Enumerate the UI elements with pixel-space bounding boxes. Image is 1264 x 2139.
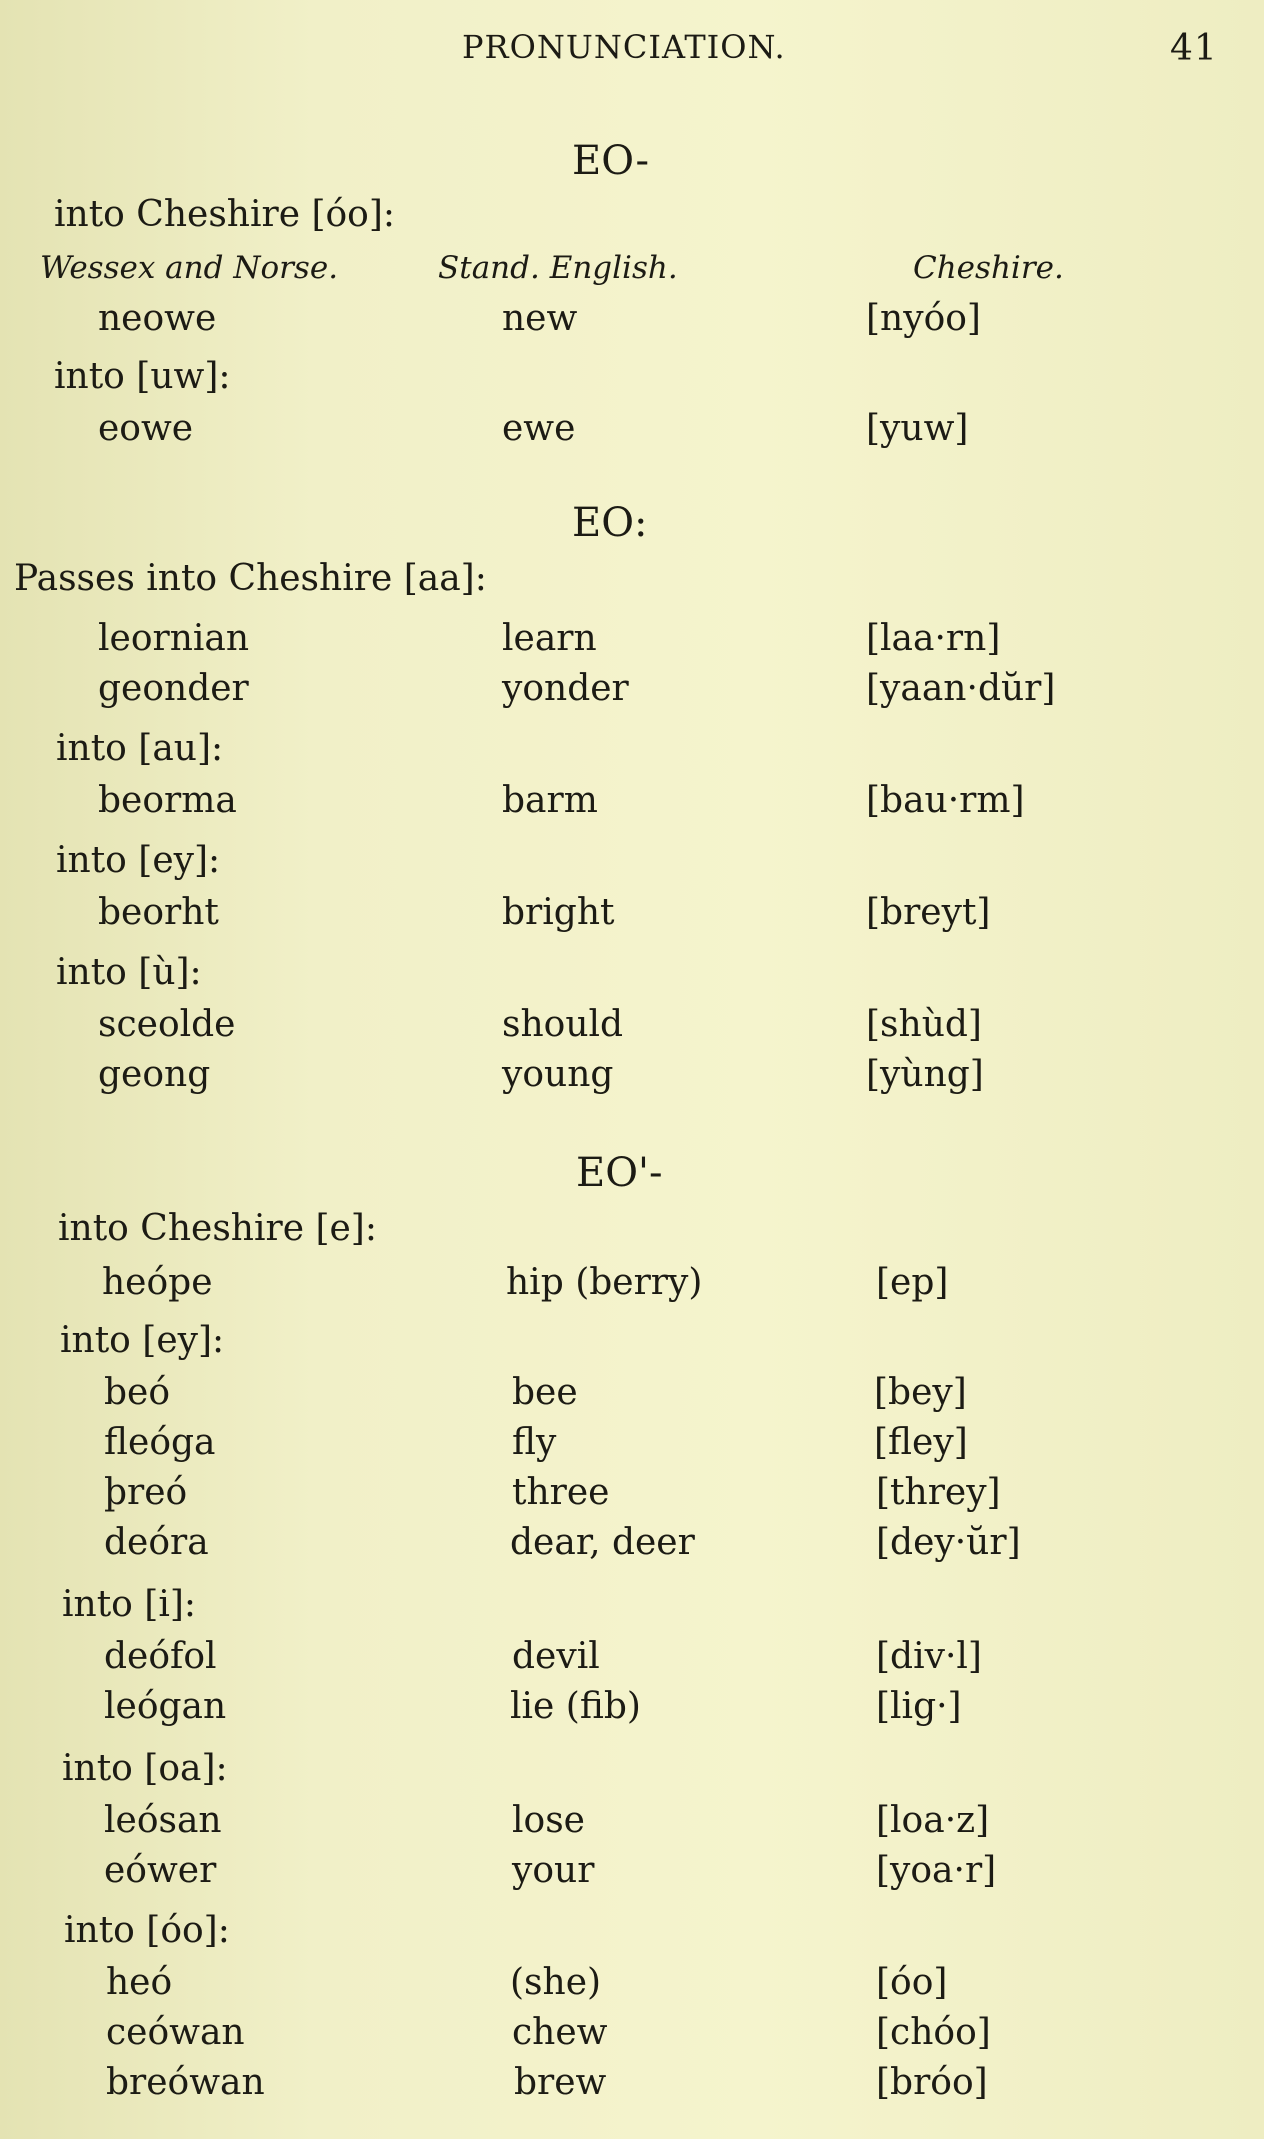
cheshire-word: [dey·ŭr] [876,1522,1021,1563]
table-row [0,1522,1264,1572]
standard-word: your [512,1850,595,1891]
subhead-i: into [i]: [62,1584,197,1625]
standard-word: young [502,1054,614,1095]
standard-word: chew [512,2012,608,2053]
standard-word: bright [502,892,615,933]
standard-word: fly [512,1422,557,1463]
cheshire-word: [breyt] [866,892,991,933]
table-row [0,1422,1264,1472]
cheshire-word: [bau·rm] [866,780,1025,821]
standard-word: devil [512,1636,600,1677]
table-row [0,408,1264,458]
section-heading-eo-long: EO: [572,500,648,546]
standard-word: dear, deer [510,1522,695,1563]
table-row [0,1850,1264,1900]
table-row [0,1686,1264,1736]
table-row [0,1054,1264,1104]
subhead-uw: into [uw]: [54,356,231,397]
cheshire-word: [yoa·r] [876,1850,997,1891]
cheshire-word: [óo] [876,1962,948,2003]
running-title: PRONUNCIATION. [462,28,786,66]
column-header-cheshire: Cheshire. [913,250,1064,286]
table-row [0,1800,1264,1850]
wessex-word: ceówan [106,2012,245,2053]
cheshire-word: [chóo] [876,2012,991,2053]
standard-word: lie (fib) [510,1686,641,1727]
cheshire-word: [bróo] [876,2062,988,2103]
table-row [0,1472,1264,1522]
cheshire-word: [fley] [874,1422,968,1463]
table-row [0,1636,1264,1686]
standard-word: should [502,1004,624,1045]
section-intro-eo-long: Passes into Cheshire [aa]: [14,558,487,599]
table-row [0,2062,1264,2112]
subhead-au: into [au]: [56,728,224,769]
table-row [0,668,1264,718]
section-heading-eo: EO- [572,138,649,184]
wessex-word: geong [98,1054,211,1095]
wessex-word: eówer [104,1850,217,1891]
wessex-word: heó [106,1962,173,2003]
wessex-word: heópe [102,1262,213,1303]
wessex-word: þreó [104,1472,188,1513]
subhead-oa: into [oa]: [62,1748,228,1789]
cheshire-word: [div·l] [876,1636,982,1677]
wessex-word: eowe [98,408,194,449]
cheshire-word: [laa·rn] [866,618,1001,659]
cheshire-word: [yùng] [866,1054,984,1095]
cheshire-word: [bey] [874,1372,967,1413]
column-header-standard: Stand. English. [438,250,678,286]
standard-word: learn [502,618,597,659]
section-intro-eo: into Cheshire [óo]: [54,194,396,235]
cheshire-word: [threy] [876,1472,1001,1513]
table-row [0,298,1264,348]
subhead-oo: into [óo]: [64,1910,230,1951]
table-row [0,1962,1264,2012]
table-row [0,892,1264,942]
section-heading-eo-accent: EO'- [576,1150,663,1196]
wessex-word: fleóga [104,1422,216,1463]
wessex-word: leornian [98,618,250,659]
standard-word: hip (berry) [506,1262,703,1303]
cheshire-word: [ep] [876,1262,949,1303]
wessex-word: leósan [104,1800,222,1841]
table-row [0,1372,1264,1422]
cheshire-word: [lig·] [876,1686,962,1727]
wessex-word: beorht [98,892,219,933]
wessex-word: sceolde [98,1004,236,1045]
table-row [0,1004,1264,1054]
wessex-word: deóra [104,1522,209,1563]
cheshire-word: [shùd] [866,1004,982,1045]
cheshire-word: [yaan·dŭr] [866,668,1056,709]
column-header-wessex: Wessex and Norse. [40,250,339,286]
wessex-word: breówan [106,2062,265,2103]
page-number: 41 [1170,28,1218,69]
wessex-word: beó [104,1372,171,1413]
wessex-word: leógan [104,1686,227,1727]
standard-word: new [502,298,578,339]
standard-word: ewe [502,408,576,449]
section-intro-eo-accent: into Cheshire [e]: [58,1208,377,1249]
standard-word: bee [512,1372,578,1413]
table-row [0,1262,1264,1312]
subhead-ey: into [ey]: [60,1320,225,1361]
standard-word: lose [512,1800,585,1841]
wessex-word: deófol [104,1636,217,1677]
cheshire-word: [yuw] [866,408,969,449]
table-row [0,618,1264,668]
standard-word: (she) [510,1962,602,2003]
standard-word: three [512,1472,610,1513]
cheshire-word: [nyóo] [866,298,981,339]
standard-word: brew [514,2062,607,2103]
wessex-word: geonder [98,668,249,709]
standard-word: yonder [502,668,629,709]
wessex-word: beorma [98,780,237,821]
cheshire-word: [loa·z] [876,1800,990,1841]
subhead-u: into [ù]: [56,952,202,993]
standard-word: barm [502,780,598,821]
subhead-ey: into [ey]: [56,840,221,881]
table-row [0,2012,1264,2062]
wessex-word: neowe [98,298,217,339]
table-row [0,780,1264,830]
